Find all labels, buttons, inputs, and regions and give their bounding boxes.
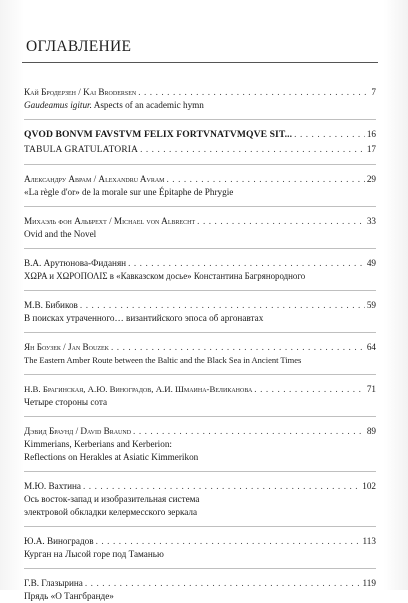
toc-author: Михаэль фон Альбрехт / Michael von Albrecht (24, 216, 196, 226)
toc-page-number: 59 (366, 300, 376, 310)
toc-author: Александру Аврам / Alexandru Avram (24, 174, 165, 184)
toc-author: Н.В. Брагинская, А.Ю. Виноградов, А.И. Шмаина-Великанова (24, 384, 253, 394)
toc-author: М.В. Бибиков (24, 300, 78, 310)
toc-author: В.А. Арутюнова-Фиданян (24, 258, 127, 268)
toc-page-number: 33 (366, 216, 376, 226)
toc-title: Kimmerians, Kerberians and Kerberion: (24, 439, 172, 449)
toc-page-number: 102 (362, 481, 376, 491)
toc-entry (24, 128, 376, 141)
separator (24, 290, 376, 291)
separator (24, 526, 376, 527)
separator (24, 568, 376, 569)
toc-author: Г.В. Глазырина (24, 578, 83, 588)
separator (24, 248, 376, 249)
toc-entry (24, 173, 376, 199)
toc-title: ΧΩΡΑ и ΧΩΡΟΠΟΛΙΣ в «Кавказском досье» Константина Багрянородного (24, 271, 306, 281)
separator (24, 332, 376, 333)
toc-title-rest: Aspects of an academic hymn (93, 100, 204, 110)
toc-title-italic: Gaudeamus igitur. (24, 100, 92, 110)
separator (24, 471, 376, 472)
toc-title: Четыре стороны сота (24, 397, 108, 407)
toc-title: электровой обкладки келермесского зеркала (24, 507, 198, 517)
toc-author: Ян Боузек / Jan Bouzek (24, 342, 110, 352)
leader-dots (133, 425, 365, 438)
toc-entry (24, 257, 376, 283)
leader-dots (80, 299, 365, 312)
toc-page-number: 119 (362, 578, 376, 588)
toc-entry (24, 425, 376, 464)
toc-title: Reflections on Herakles at Asiatic Kimmerikon (24, 452, 199, 462)
leader-dots (138, 86, 369, 99)
toc-title: В поисках утраченного… византийского эпоса об аргонавтах (24, 313, 264, 323)
separator (24, 164, 376, 165)
toc-author: Кай Бродерзен / Kai Brodersen (24, 87, 137, 97)
leader-dots (197, 215, 365, 228)
toc-entry (24, 341, 376, 367)
toc-entry (24, 215, 376, 241)
toc-page-number: 29 (366, 174, 376, 184)
toc-title: Ось восток-запад и изобразительная система (24, 494, 200, 504)
toc-entry (24, 535, 376, 561)
toc-page-number: 16 (366, 129, 376, 139)
table-of-contents (24, 86, 376, 603)
toc-page-number: 64 (366, 342, 376, 352)
toc-entry (24, 143, 376, 157)
toc-entry (24, 86, 376, 112)
toc-author: Ю.А. Виноградов (24, 536, 94, 546)
separator (24, 119, 376, 120)
toc-page-number: 49 (366, 258, 376, 268)
leader-dots (167, 173, 365, 186)
toc-title: Ovid and the Novel (24, 229, 97, 239)
toc-entry (24, 383, 376, 409)
leader-dots (140, 143, 365, 156)
leader-dots (83, 480, 360, 493)
toc-title (24, 99, 376, 112)
toc-title: The Eastern Amber Route between the Baltic and the Black Sea in Ancient Times (24, 355, 302, 365)
leader-dots (111, 341, 365, 354)
toc-entry (24, 577, 376, 603)
separator (24, 374, 376, 375)
toc-entry (24, 299, 376, 325)
toc-author: М.Ю. Вахтина (24, 481, 81, 491)
toc-title: Курган на Лысой горе под Таманью (24, 549, 164, 559)
toc-entry (24, 480, 376, 519)
toc-author: Дэвид Браунд / David Braund (24, 426, 132, 436)
toc-page-number: 89 (366, 426, 376, 436)
title-rule (22, 62, 378, 63)
separator (24, 206, 376, 207)
leader-dots (96, 535, 361, 548)
leader-dots (254, 383, 365, 396)
toc-page-number: 7 (371, 87, 376, 97)
toc-heading: QVOD BONVM FAVSTVM FELIX FORTVNATVMQVE SIT... (24, 129, 293, 140)
separator (24, 416, 376, 417)
leader-dots (85, 577, 361, 590)
toc-page-number: 113 (362, 536, 376, 546)
leader-dots (294, 128, 365, 141)
toc-page-number: 17 (366, 144, 376, 154)
toc-page-number: 71 (366, 384, 376, 394)
toc-title: «La règle d'or» de la morale sur une Épitaphe de Phrygie (24, 187, 234, 197)
toc-title: Прядь «О Тангбранде» (24, 591, 114, 601)
page-title: ОГЛАВЛЕНИЕ (26, 38, 132, 55)
leader-dots (128, 257, 365, 270)
toc-heading: TABULA GRATULATORIA (24, 145, 139, 155)
